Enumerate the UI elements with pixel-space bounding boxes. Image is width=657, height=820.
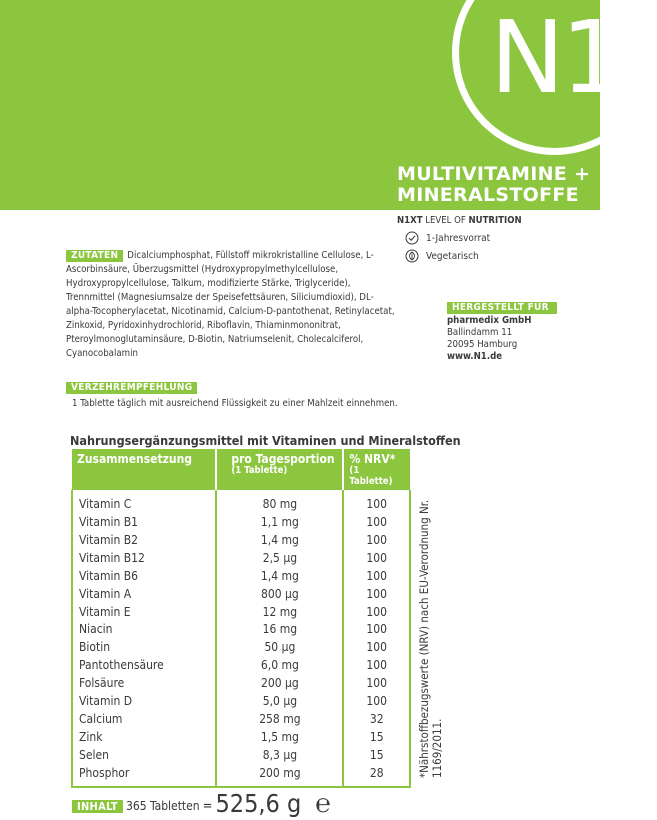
content-row: [72, 786, 331, 820]
tagline-brand: N1XT: [397, 215, 423, 226]
nutrient-nrv: 100: [343, 675, 410, 693]
header-daily-portion: pro Tagesportion (1 Tablette): [216, 449, 343, 490]
usage-label: VERZEHREMPFEHLUNG: [66, 382, 197, 394]
table-row: [72, 711, 410, 729]
nutrient-nrv: 100: [343, 693, 410, 711]
nutrient-amount: 6,0 mg: [216, 657, 343, 675]
table-row: [72, 747, 410, 765]
table-body: [72, 490, 410, 787]
nutrient-name: Vitamin A: [72, 586, 216, 604]
ingredients-label: ZUTATEN: [66, 250, 123, 262]
table-row: [72, 490, 410, 514]
ingredients-block: [66, 249, 396, 361]
usage-text: 1 Tablette täglich mit ausreichend Flüssigkeit zu einer Mahlzeit einnehmen.: [72, 398, 398, 409]
nutrient-amount: 1,4 mg: [216, 532, 343, 550]
nutrient-nrv: 15: [343, 747, 410, 765]
nutrient-name: Niacin: [72, 621, 216, 639]
header-daily-portion-sub: (1 Tablette): [231, 465, 288, 476]
tagline: [397, 215, 522, 226]
manufacturer-web: www.N1.de: [447, 351, 503, 362]
nutrient-name: Phosphor: [72, 765, 216, 787]
nutrient-name: Vitamin B2: [72, 532, 216, 550]
table-row: [72, 550, 410, 568]
table-header-row: [72, 449, 410, 490]
nutrient-nrv: 100: [343, 514, 410, 532]
nutrient-amount: 200 µg: [216, 675, 343, 693]
header-composition: Zusammensetzung: [72, 449, 216, 490]
nutrient-amount: 80 mg: [216, 490, 343, 514]
nutrient-amount: 1,1 mg: [216, 514, 343, 532]
nutrient-name: Vitamin C: [72, 490, 216, 514]
nutrient-amount: 2,5 µg: [216, 550, 343, 568]
nutrition-table: [71, 449, 411, 788]
table-row: [72, 729, 410, 747]
table-row: [72, 675, 410, 693]
nutrient-nrv: 100: [343, 621, 410, 639]
table-title: Nahrungsergänzungsmittel mit Vitaminen und Mineralstoffen: [70, 433, 461, 448]
leaf-icon: [405, 249, 419, 263]
feature-supply: [405, 231, 490, 245]
nutrient-nrv: 32: [343, 711, 410, 729]
manufacturer-city: 20095 Hamburg: [447, 339, 518, 350]
nutrient-nrv: 100: [343, 490, 410, 514]
nutrient-name: Calcium: [72, 711, 216, 729]
nutrient-nrv: 100: [343, 568, 410, 586]
table-row: [72, 568, 410, 586]
manufacturer-block: [447, 302, 557, 363]
brand-logo: N1: [490, 0, 621, 116]
nutrient-name: Vitamin D: [72, 693, 216, 711]
header-banner: [0, 0, 621, 210]
table-row: [72, 604, 410, 622]
nutrient-amount: 8,3 µg: [216, 747, 343, 765]
header-nrv-sub: (1 Tablette): [349, 465, 393, 487]
nutrient-nrv: 15: [343, 729, 410, 747]
table-row: [72, 514, 410, 532]
content-weight: 525,6 g: [215, 789, 302, 818]
header-nrv: % NRV* (1 Tablette): [343, 449, 410, 490]
nutrient-name: Biotin: [72, 639, 216, 657]
content-count: 365 Tabletten: [125, 799, 200, 813]
table-row: [72, 586, 410, 604]
nutrient-amount: 1,4 mg: [216, 568, 343, 586]
nutrient-amount: 800 µg: [216, 586, 343, 604]
nutrient-amount: 200 mg: [216, 765, 343, 787]
manufacturer-company: pharmedix GmbH: [447, 315, 532, 326]
nutrient-amount: 258 mg: [216, 711, 343, 729]
usage-block: [66, 381, 426, 410]
nutrient-amount: 50 µg: [216, 639, 343, 657]
product-title-line1: MULTIVITAMINE +: [397, 163, 591, 185]
feature-vegetarian-label: Vegetarisch: [426, 250, 479, 262]
nutrient-name: Folsäure: [72, 675, 216, 693]
table-row: [72, 532, 410, 550]
product-title: [397, 164, 590, 206]
nutrient-nrv: 100: [343, 586, 410, 604]
manufacturer-street: Ballindamm 11: [447, 327, 513, 338]
nutrient-name: Vitamin B12: [72, 550, 216, 568]
nutrient-name: Vitamin E: [72, 604, 216, 622]
nutrient-amount: 5,0 µg: [216, 693, 343, 711]
nutrient-nrv: 100: [343, 532, 410, 550]
table-row: [72, 657, 410, 675]
feature-vegetarian: [405, 249, 479, 263]
footnote-text: *Nährstoffbezugswerte (NRV) nach EU-Verordnung Nr. 1169/2011.: [417, 499, 444, 778]
check-badge-icon: [405, 231, 419, 245]
footnote-block: [418, 458, 442, 778]
ingredients-text: Dicalciumphosphat, Füllstoff mikrokristalline Cellulose, L-Ascorbinsäure, Überzugsmittel (Hydroxypropylmethylcellulose, Hydroxypropylcellulose, Talkum, modifizierte Stärke, Triglyceride), Trennmittel (Magnesiumsalze der Speisefettsäuren, Siliciumdioxid), DL-alpha-Tocopherylacetat, Nicotinamid, Calcium-D-pantothenat, Retinylacetat, Zinkoxid, Pyridoxinhydrochlorid, Riboflavin, Thiaminmononitrat, Pteroylmonoglutaminsäure, D-Biotin, Natriumselenit, Cholecalciferol, Cyanocobalamin: [66, 250, 395, 359]
table-row: [72, 693, 410, 711]
nutrient-nrv: 100: [343, 604, 410, 622]
nutrient-nrv: 28: [343, 765, 410, 787]
nutrient-name: Vitamin B6: [72, 568, 216, 586]
content-equals: =: [202, 799, 213, 814]
estimated-sign-icon: ℮: [315, 789, 331, 819]
table-row: [72, 621, 410, 639]
nutrient-nrv: 100: [343, 657, 410, 675]
product-title-line2: MINERALSTOFFE: [397, 184, 579, 206]
feature-supply-label: 1-Jahresvorrat: [426, 232, 491, 244]
nutrient-name: Pantothensäure: [72, 657, 216, 675]
manufacturer-label: HERGESTELLT FÜR: [447, 302, 557, 314]
tagline-end: NUTRITION: [468, 215, 522, 226]
nutrient-name: Selen: [72, 747, 216, 765]
nutrient-amount: 16 mg: [216, 621, 343, 639]
nutrient-name: Zink: [72, 729, 216, 747]
nutrient-name: Vitamin B1: [72, 514, 216, 532]
nutrient-nrv: 100: [343, 550, 410, 568]
nutrient-amount: 1,5 mg: [216, 729, 343, 747]
table-row: [72, 639, 410, 657]
nutrient-amount: 12 mg: [216, 604, 343, 622]
table-row: [72, 765, 410, 787]
tagline-mid: LEVEL OF: [425, 215, 466, 226]
nutrient-nrv: 100: [343, 639, 410, 657]
content-label: INHALT: [72, 800, 123, 813]
